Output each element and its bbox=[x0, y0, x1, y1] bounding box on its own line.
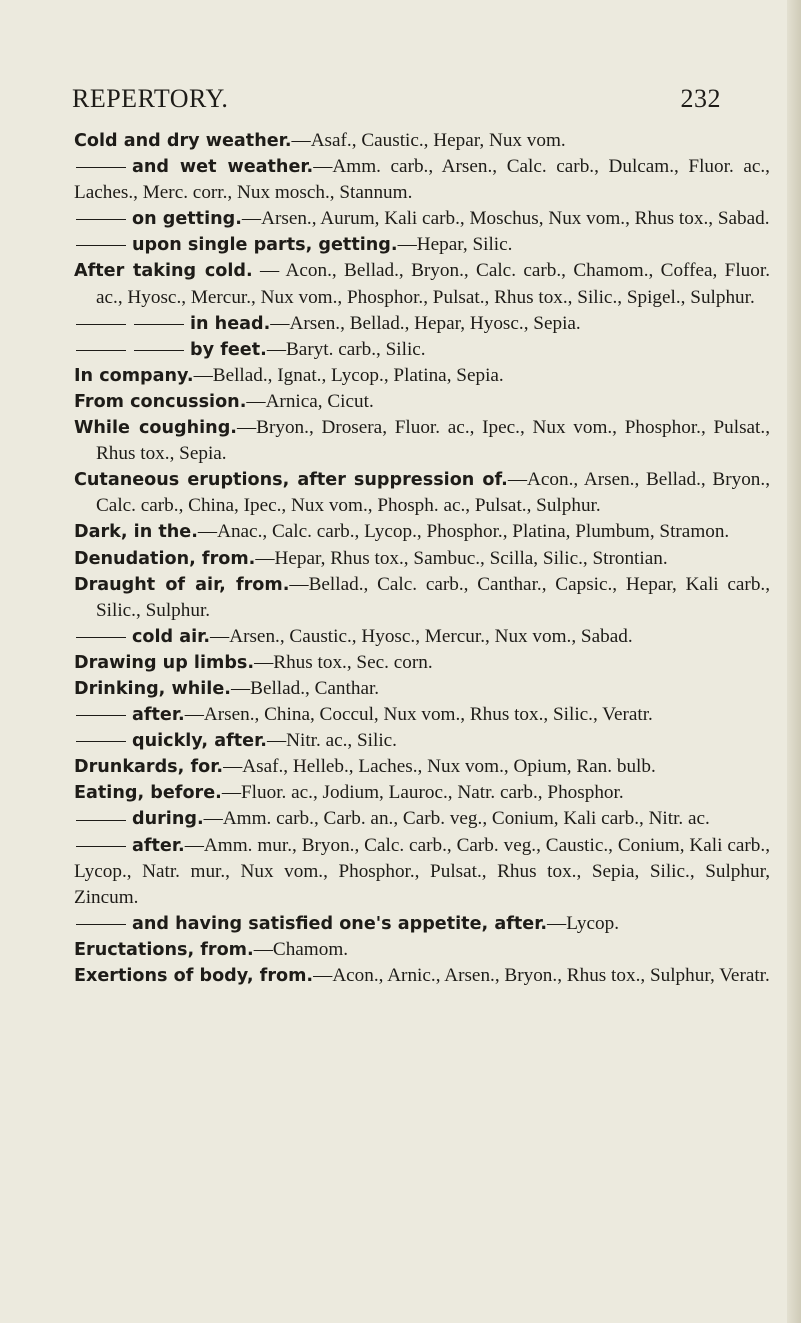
ditto-dash bbox=[76, 715, 126, 716]
entry-keyword: Drawing up limbs. bbox=[74, 652, 255, 673]
entry-remedies: —Rhus tox., Sec. corn. bbox=[254, 651, 433, 673]
entry-remedies: —Bellad., Calc. carb., Canthar., Capsic., Hepar, Kali carb., Silic., Sulphur. bbox=[96, 573, 771, 621]
repertory-entries bbox=[74, 128, 770, 989]
ditto-dash bbox=[76, 219, 126, 220]
entry-keyword: In company. bbox=[74, 365, 194, 386]
repertory-subentry bbox=[74, 154, 770, 206]
entry-remedies: —Acon., Arsen., Bellad., Bryon., Calc. carb., China, Ipec., Nux vom., Phosph. ac., Pulsat., Sulphur. bbox=[96, 469, 770, 517]
section-title: REPERTORY. bbox=[72, 84, 229, 113]
ditto-dash bbox=[76, 846, 126, 847]
entry-remedies: —Amm. mur., Bryon., Calc. carb., Carb. veg., Caustic., Conium, Kali carb., Lycop., Natr. mur., Nux vom., Phosphor., Pulsat., Rhus tox., Sepia, Silic., Sulphur, Zincum. bbox=[74, 834, 770, 908]
ditto-dash bbox=[76, 245, 126, 246]
entry-keyword: Dark, in the. bbox=[74, 522, 198, 543]
entry-keyword: during. bbox=[132, 809, 204, 830]
repertory-subentry bbox=[74, 833, 770, 911]
repertory-entry bbox=[74, 258, 770, 310]
entry-remedies: —Nitr. ac., Silic. bbox=[266, 730, 397, 752]
ditto-dash bbox=[76, 350, 126, 351]
repertory-entry bbox=[74, 389, 770, 415]
entry-remedies: —Amm. carb., Carb. an., Carb. veg., Conium, Kali carb., Nitr. ac. bbox=[203, 808, 710, 830]
repertory-entry bbox=[74, 572, 770, 624]
entry-remedies: —Asaf., Helleb., Laches., Nux vom., Opium, Ran. bulb. bbox=[223, 756, 656, 778]
entry-remedies: —Arsen., Aurum, Kali carb., Moschus, Nux vom., Rhus tox., Sabad. bbox=[241, 208, 770, 230]
entry-keyword: Cold and dry weather. bbox=[74, 131, 292, 151]
ditto-dash bbox=[76, 741, 126, 742]
entry-keyword: and wet weather. bbox=[132, 157, 314, 178]
ditto-dash bbox=[76, 324, 126, 325]
repertory-entry bbox=[74, 546, 770, 572]
entry-keyword: From concussion. bbox=[74, 391, 247, 412]
repertory-subentry bbox=[74, 232, 770, 258]
entry-keyword: Cutaneous eruptions, after suppression of. bbox=[74, 470, 508, 491]
repertory-entry bbox=[74, 937, 770, 963]
repertory-entry bbox=[74, 363, 770, 389]
entry-keyword: after. bbox=[132, 705, 185, 726]
repertory-subentry bbox=[74, 728, 770, 754]
entry-remedies: —Baryt. carb., Silic. bbox=[266, 338, 426, 360]
repertory-subentry bbox=[74, 311, 770, 337]
ditto-dash bbox=[76, 924, 126, 925]
repertory-subentry bbox=[74, 337, 770, 363]
entry-keyword: in head. bbox=[190, 313, 271, 334]
entry-keyword: on getting. bbox=[132, 209, 242, 230]
entry-remedies: —Lycop. bbox=[547, 912, 619, 934]
repertory-subentry bbox=[74, 624, 770, 650]
entry-keyword: Exertions of body, from. bbox=[74, 966, 314, 986]
entry-keyword: Denudation, from. bbox=[74, 548, 256, 569]
entry-keyword: Draught of air, from. bbox=[74, 574, 290, 595]
entry-remedies: —Acon., Arnic., Arsen., Bryon., Rhus tox., Sulphur, Veratr. bbox=[313, 965, 770, 986]
entry-remedies: —Arsen., Caustic., Hyosc., Mercur., Nux vom., Sabad. bbox=[210, 625, 633, 647]
entry-remedies: —Hepar, Silic. bbox=[397, 234, 513, 256]
page-number: 232 bbox=[680, 84, 721, 113]
repertory-entry bbox=[74, 519, 770, 545]
entry-remedies: — Acon., Bellad., Bryon., Calc. carb., Chamom., Coffea, Fluor. ac., Hyosc., Mercur., Nux vom., Phosphor., Pulsat., Rhus tox., Silic., Spigel., Sulphur. bbox=[96, 260, 771, 308]
entry-remedies: —Bellad., Canthar. bbox=[230, 677, 380, 699]
entry-keyword: Eructations, from. bbox=[74, 939, 254, 960]
entry-remedies: —Hepar, Rhus tox., Sambuc., Scilla, Silic., Strontian. bbox=[255, 547, 668, 569]
entry-keyword: after. bbox=[132, 835, 185, 856]
entry-remedies: —Arsen., China, Coccul, Nux vom., Rhus tox., Silic., Veratr. bbox=[184, 704, 653, 726]
repertory-entry bbox=[74, 128, 770, 154]
repertory-entry bbox=[74, 650, 770, 676]
entry-keyword: and having satisfied one's appetite, after. bbox=[132, 913, 548, 934]
entry-remedies: —Asaf., Caustic., Hepar, Nux vom. bbox=[291, 130, 566, 151]
entry-remedies: —Bryon., Drosera, Fluor. ac., Ipec., Nux vom., Phosphor., Pulsat., Rhus tox., Sepia. bbox=[96, 417, 770, 465]
ditto-dash bbox=[134, 324, 184, 325]
entry-keyword: upon single parts, getting. bbox=[132, 235, 398, 256]
ditto-dash bbox=[76, 637, 126, 638]
repertory-entry bbox=[74, 780, 770, 806]
entry-keyword: by feet. bbox=[190, 339, 267, 360]
entry-keyword: Drunkards, for. bbox=[74, 757, 224, 778]
entry-keyword: cold air. bbox=[132, 626, 211, 647]
entry-remedies: —Chamom. bbox=[253, 938, 349, 960]
ditto-dash bbox=[134, 350, 184, 351]
repertory-entry bbox=[74, 754, 770, 780]
entry-remedies: —Anac., Calc. carb., Lycop., Phosphor., Platina, Plumbum, Stramon. bbox=[197, 521, 730, 543]
entry-keyword: After taking cold. bbox=[74, 261, 253, 282]
running-header bbox=[72, 84, 721, 114]
repertory-entry bbox=[74, 467, 770, 519]
entry-keyword: While coughing. bbox=[74, 418, 237, 439]
repertory-subentry bbox=[74, 806, 770, 832]
entry-keyword: Drinking, while. bbox=[74, 678, 231, 699]
repertory-subentry bbox=[74, 911, 770, 937]
ditto-dash bbox=[76, 167, 126, 168]
page-edge bbox=[787, 0, 801, 1323]
entry-remedies: —Arsen., Bellad., Hepar, Hyosc., Sepia. bbox=[270, 312, 581, 334]
repertory-entry bbox=[74, 963, 770, 989]
entry-remedies: —Arnica, Cicut. bbox=[246, 390, 374, 412]
repertory-entry bbox=[74, 676, 770, 702]
ditto-dash bbox=[76, 820, 126, 821]
repertory-entry bbox=[74, 415, 770, 467]
repertory-subentry bbox=[74, 206, 770, 232]
entry-keyword: Eating, before. bbox=[74, 783, 222, 804]
entry-remedies: —Amm. carb., Arsen., Calc. carb., Dulcam., Fluor. ac., Laches., Merc. corr., Nux mosch., Stannum. bbox=[74, 156, 770, 204]
entry-keyword: quickly, after. bbox=[132, 731, 267, 752]
repertory-subentry bbox=[74, 702, 770, 728]
entry-remedies: —Bellad., Ignat., Lycop., Platina, Sepia. bbox=[193, 364, 504, 386]
entry-remedies: —Fluor. ac., Jodium, Lauroc., Natr. carb., Phosphor. bbox=[221, 782, 624, 804]
